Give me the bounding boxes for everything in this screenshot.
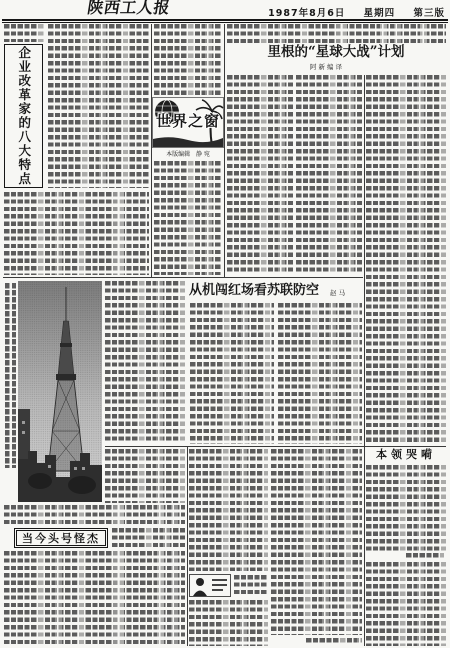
reform-title-box <box>4 44 43 188</box>
masthead-date: 1987年8月6日 <box>268 8 346 19</box>
world-news-body-text-2 <box>154 161 222 275</box>
source-note-text <box>306 638 362 643</box>
skill-article-byline-text <box>406 553 444 558</box>
masthead-logo: 陕西工人报 <box>86 0 172 17</box>
skill-article-body-text-2 <box>366 562 446 646</box>
skill-article-body-text-1 <box>366 465 446 551</box>
oddity-body-text-3 <box>112 528 185 548</box>
red-square-body-text-3 <box>278 303 362 444</box>
red-square-body-text-2 <box>190 303 274 444</box>
world-window-logo <box>152 97 224 148</box>
masthead-page-number: 第三版 <box>413 8 445 19</box>
masthead-dateline <box>268 5 445 19</box>
photo-caption <box>5 283 16 468</box>
middle-bottom-body-text-4 <box>271 449 362 635</box>
column-rule <box>187 447 188 646</box>
ground-silhouette <box>153 137 223 147</box>
middle-bottom-body-text-3 <box>189 600 268 646</box>
oddity-body-text-4 <box>4 551 185 646</box>
reform-article-body-text-1 <box>4 24 44 42</box>
reform-article-body-text-3 <box>4 192 149 275</box>
editor-credit <box>152 150 224 159</box>
sdi-article-body-text-3 <box>366 75 446 443</box>
sdi-article-body-text-2 <box>296 75 362 275</box>
column-rule <box>364 447 365 646</box>
section-rule <box>105 446 446 447</box>
masthead-weekday: 星期四 <box>363 8 396 19</box>
reform-article-body-text-2 <box>48 24 149 188</box>
skill-article-title: 本领哭嗬 <box>376 448 436 461</box>
small-column-logo <box>189 574 231 597</box>
sdi-article-title: 里根的“星球大战”计划 <box>267 44 405 60</box>
section-rule <box>3 277 363 278</box>
oddity-article-title: 当今头号怪杰 <box>22 531 100 545</box>
oddity-title-box <box>14 528 108 548</box>
oddity-body-text-2 <box>4 505 185 526</box>
editor-credit-label: 本版编辑 <box>166 151 191 158</box>
column-rule <box>364 75 365 446</box>
masthead-rule-thin <box>2 22 448 23</box>
tower-photo <box>18 281 102 502</box>
sdi-article-byline: 阿 新 编 译 <box>309 63 343 71</box>
red-square-byline: 赵 马 <box>330 289 346 297</box>
world-window-title: 世界之窗 <box>155 112 220 130</box>
masthead-rule <box>2 19 448 21</box>
oddity-body-text-1 <box>105 449 185 503</box>
upper-right-body-text <box>227 24 446 43</box>
middle-bottom-body-text-1 <box>189 449 268 571</box>
sdi-article-body-text-1 <box>227 75 293 275</box>
world-news-body-text-1 <box>154 24 222 95</box>
reform-article-title: 企业改革家的八大特点 <box>16 46 32 186</box>
red-square-body-text-1 <box>105 281 185 444</box>
editor-credit-name: 静 宛 <box>196 151 210 158</box>
column-rule <box>224 24 225 277</box>
middle-bottom-body-text-2 <box>234 575 268 597</box>
red-square-article-title: 从机闯红场看苏联防空 <box>189 283 320 298</box>
